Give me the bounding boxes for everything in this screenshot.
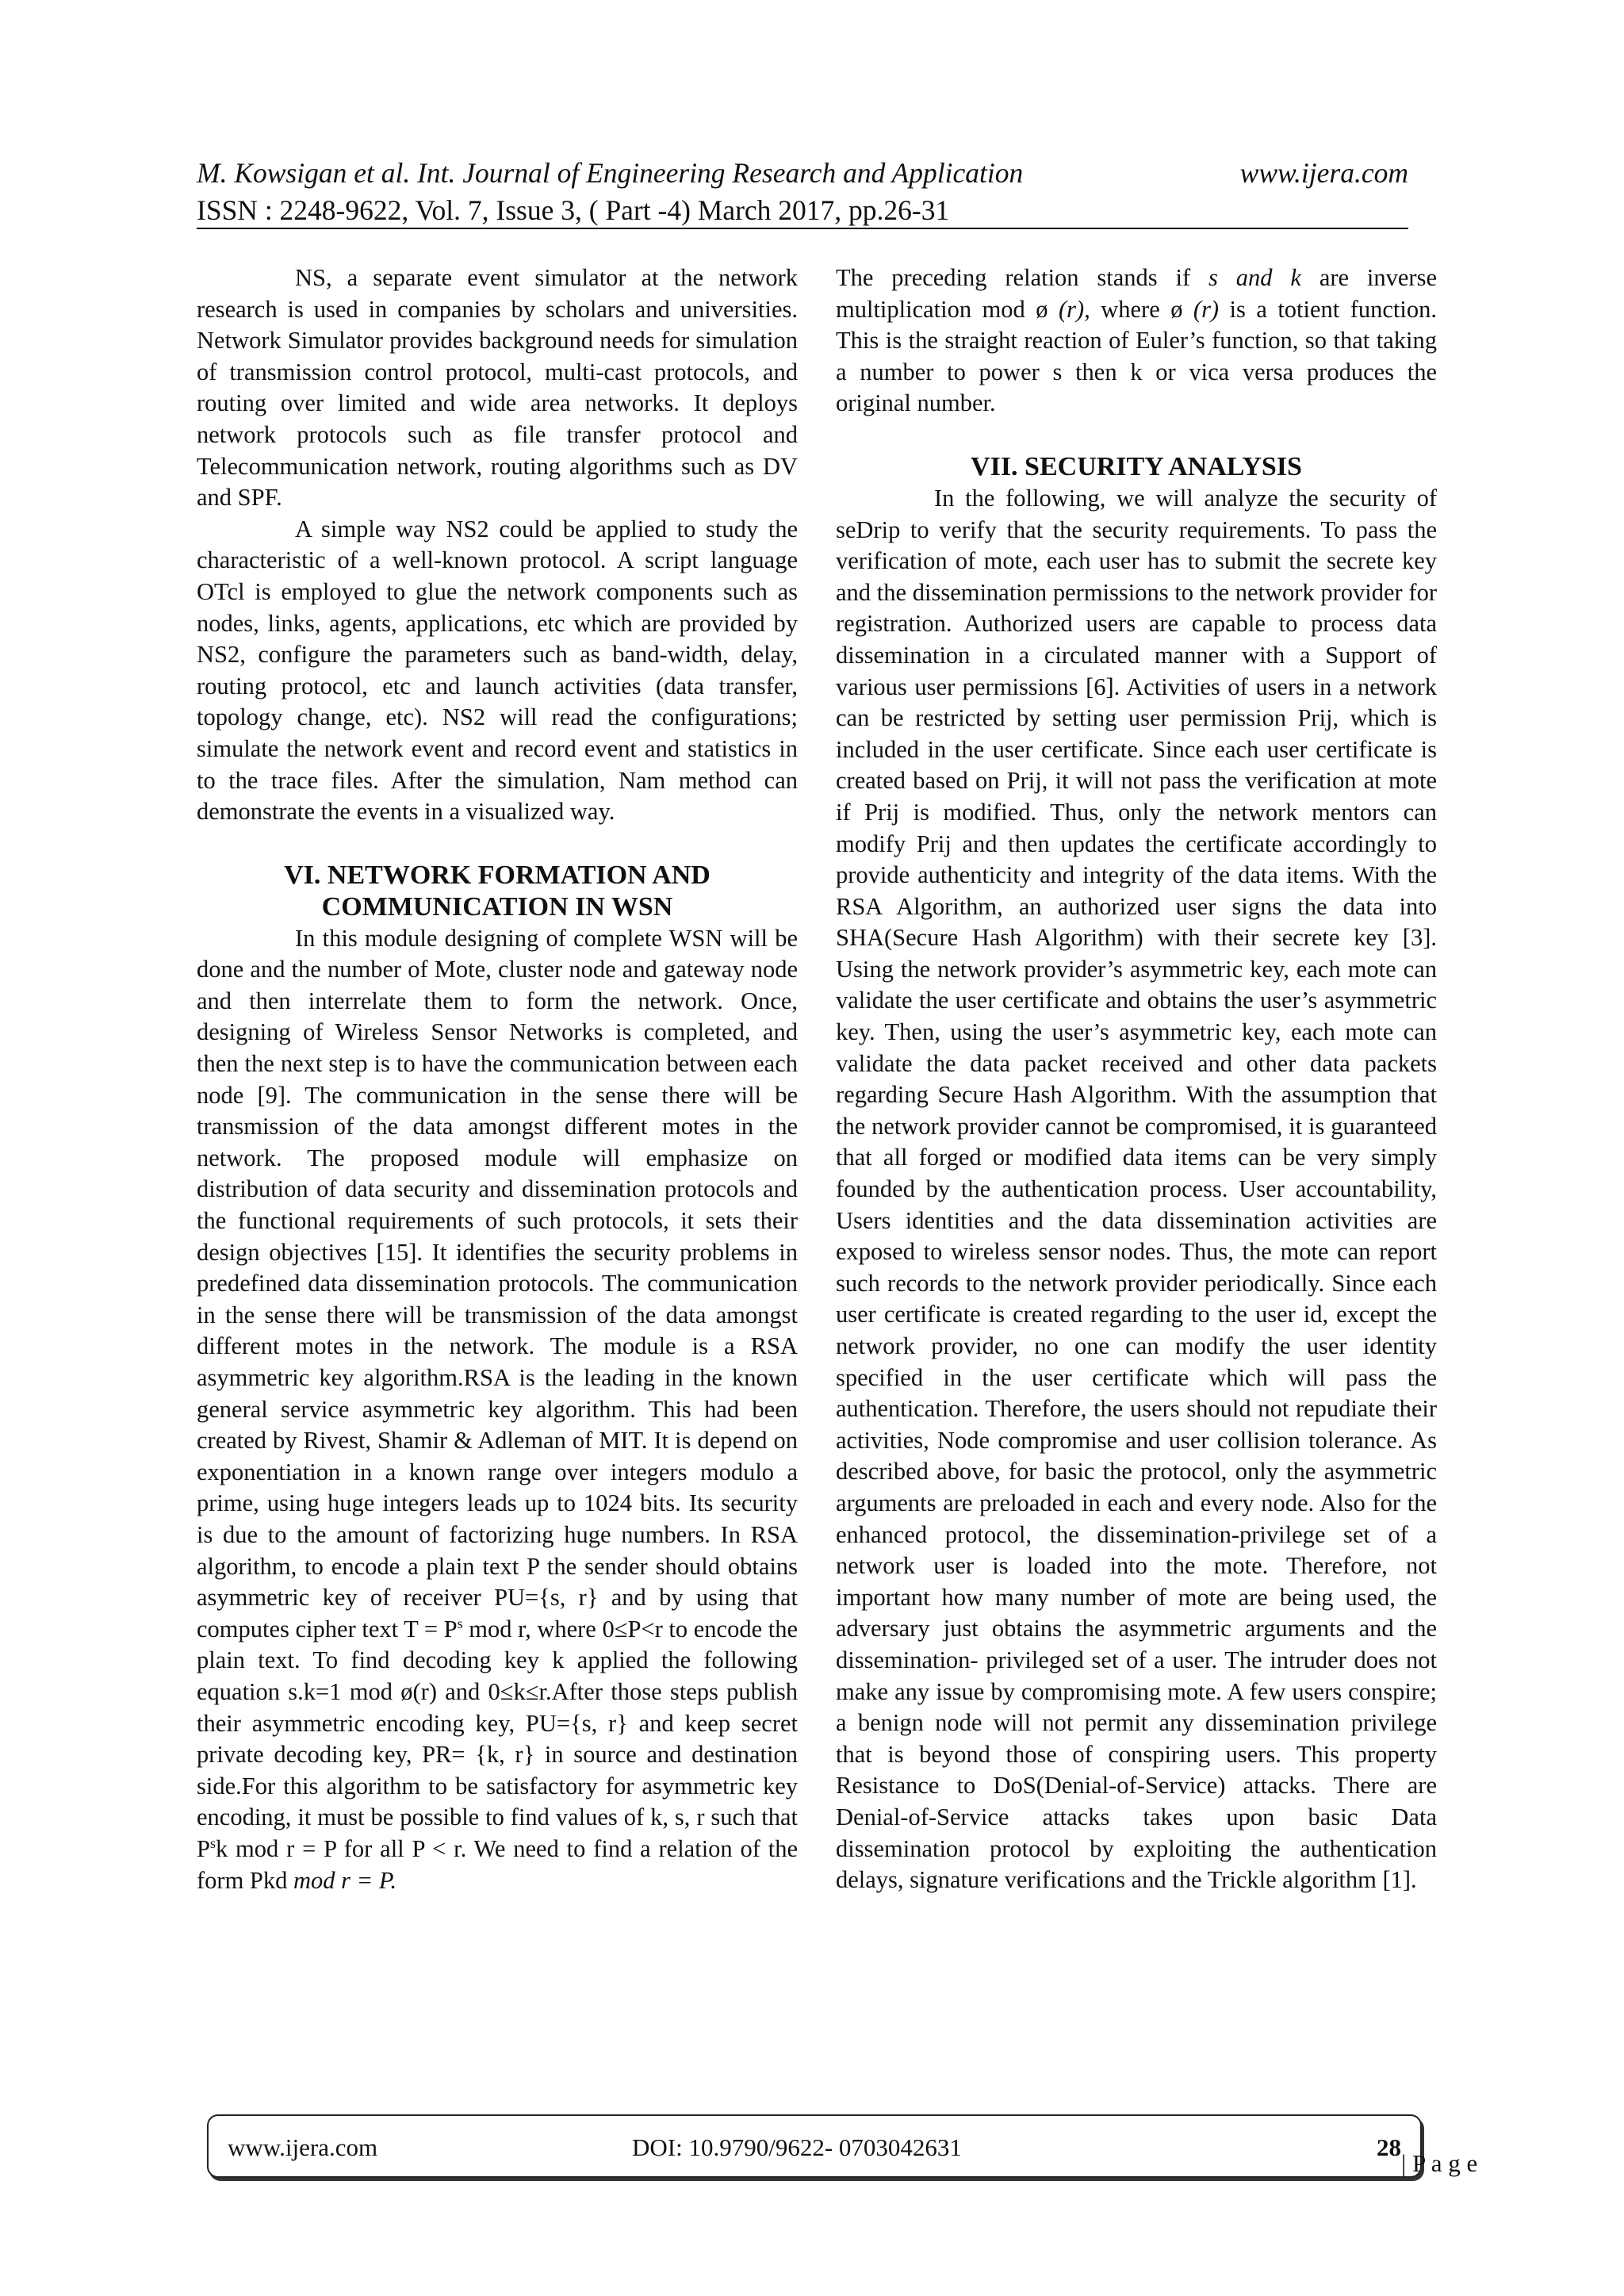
section-6-heading	[197, 860, 798, 923]
text-run: mod r, where 0≤P<r to encode the plain text. To find decoding key k applied the following equation s.k=1 mod ø(r) and 0≤k≤r.After those steps publish their asymmetric encoding key, PU={s, r} and keep secret private decoding key, PR= {k, r} in source and destination side.For this algorithm to be satisfactory for asymmetric key encoding, it must be possible to find values of k, s, r such that P	[197, 1615, 798, 1862]
italic-run: s and k	[1208, 264, 1301, 291]
issn-line: ISSN : 2248-9622, Vol. 7, Issue 3, ( Part -4) March 2017, pp.26-31	[197, 194, 950, 226]
text-run: where ø	[1090, 295, 1193, 323]
paragraph-inverse-relation	[836, 263, 1437, 420]
italic-run: mod r = P.	[293, 1866, 397, 1894]
header-website-link[interactable]: www.ijera.com	[1239, 157, 1408, 189]
paragraph-network-formation	[197, 923, 798, 1896]
superscript-s: s	[457, 1615, 463, 1631]
section-6-heading-line-1: VI. NETWORK FORMATION AND	[284, 860, 710, 890]
right-column	[836, 263, 1437, 1896]
section-7-heading: VII. SECURITY ANALYSIS	[971, 451, 1302, 481]
page-footer	[207, 2114, 1478, 2178]
text-run: are inverse multiplication mod ø	[836, 264, 1437, 323]
text-run: In this module designing of complete WSN will be done and the number of Mote, cluster node and gateway node and then interrelate them to form the network. Once, designing of Wireless Sensor Networks is completed, and then the next step is to have the communication between each node [9]. The communication in the sense there will be transmission of the data amongst different motes in the network. The proposed module will emphasize on distribution of data security and dissemination protocols and the functional requirements of such protocols, it sets their design objectives [15]. It identifies the security problems in predefined data dissemination protocols. The communication in the sense there will be transmission of the data amongst different motes in the network. The module is a RSA asymmetric key algorithm.RSA is the leading in the known general service asymmetric key algorithm. This had been created by Rivest, Shamir & Adleman of MIT. It is depend on exponentiation in a known range over integers modulo a prime, using huge integers leads up to 1024 bits. Its security is due to the amount of factorizing huge numbers. In RSA algorithm, to encode a plain text P the sender should obtains asymmetric key of receiver PU={s, r} and by using that computes cipher text T = P	[197, 924, 798, 1642]
footer-page-number	[1377, 2132, 1478, 2177]
header-line-1	[197, 154, 1408, 192]
spacer	[197, 828, 798, 860]
footer-website-link[interactable]: www.ijera.com	[228, 2133, 378, 2161]
paragraph-security-analysis: In the following, we will analyze the security of seDrip to verify that the security requirements. To pass the verification of mote, each user has to submit the secrete key and the dissemination permissions to the network provider for registration. Authorized users are capable to process data dissemination in a circulated manner with a Support of various user permissions [6]. Activities of users in a network can be restricted by setting user permission Prij, which is included in the user certificate. Since each user certificate is created based on Prij, it will not pass the verification at mote if Prij is modified. Thus, only the network mentors can modify Prij and then updates the certificate accordingly to provide authenticity and integrity of the data items. With the RSA Algorithm, an authorized user signs the data into SHA(Secure Hash Algorithm) with their secrete key [3]. Using the network provider’s asymmetric key, each mote can validate the user certificate and obtains the user’s asymmetric key. Then, using the user’s asymmetric key, each mote can validate the data packet received and other data packets regarding Secure Hash Algorithm. With the assumption that the network provider cannot be compromised, it is guaranteed that all forged or modified data items can be very simply founded by the authentication process. User accountability, Users identities and the data dissemination activities are exposed to wireless sensor nodes. Thus, the mote can report such records to the network provider periodically. Since each user certificate is created regarding to the user id, except the network provider, no one can modify the user identity specified in the user certificate which will pass the authentication. Therefore, the users should not repudiate their activities, Node compromise and user collision tolerance. As described above, for basic the protocol, only the asymmetric arguments are preloaded in each and every node. Also for the enhanced protocol, the dissemination-privilege set of a network user is loaded into the mote. Therefore, not important how many number of mote are being used, the adversary just obtains the asymmetric arguments and the dissemination- privileged set of a user. The intruder does not make any issue by compromising mote. A few users conspire; a benign node will not permit any dissemination privilege that is beyond those of conspiring users. This property Resistance to DoS(Denial-of-Service) attacks. There are Denial-of-Service attacks takes upon basic Data dissemination protocol by exploiting the authentication delays, signature verifications and the Trickle algorithm [1].	[836, 484, 1437, 1894]
running-header	[197, 154, 1408, 228]
text-run: The preceding relation stands if	[836, 264, 1209, 291]
journal-citation: M. Kowsigan et al. Int. Journal of Engineering Research and Application	[197, 157, 1024, 189]
paragraph-ns2-study: A simple way NS2 could be applied to study the characteristic of a well-known protocol. A script language OTcl is employed to glue the network components such as nodes, links, agents, applications, etc which are provided by NS2, configure the parameters such as band-width, delay, routing protocol, etc and launch activities (data transfer, topology change, etc). NS2 will read the configurations; simulate the network event and record event and statistics in to the trace files. After the simulation, Nam method can demonstrate the events in a visualized way.	[197, 515, 798, 826]
header-divider	[197, 228, 1408, 229]
spacer	[836, 420, 1437, 451]
section-6-heading-line-2: COMMUNICATION IN WSN	[321, 891, 673, 922]
italic-run: (r),	[1058, 295, 1090, 323]
page-label: | P a g e	[1401, 2149, 1478, 2177]
italic-run: (r)	[1193, 295, 1220, 323]
paragraph-ns-simulator: NS, a separate event simulator at the network research is used in companies by scholars and universities. Network Simulator provides background needs for simulation of transmission control protocol, multi-cast protocols, and routing over limited and wide area networks. It deploys network protocols such as file transfer protocol and Telecommunication network, routing algorithms such as DV and SPF.	[197, 264, 798, 512]
page-number: 28	[1377, 2133, 1401, 2161]
text-run: is a totient function. This is the straight reaction of Euler’s function, so that taking a number to power s then k or vica versa produces the original number.	[836, 295, 1437, 417]
text-run: k mod r = P for all P < r. We need to find a relation of the form Pkd	[197, 1834, 798, 1894]
left-column	[197, 263, 798, 1896]
superscript-s: s	[209, 1834, 216, 1851]
footer-doi: DOI: 10.9790/9622- 0703042631	[632, 2133, 962, 2161]
